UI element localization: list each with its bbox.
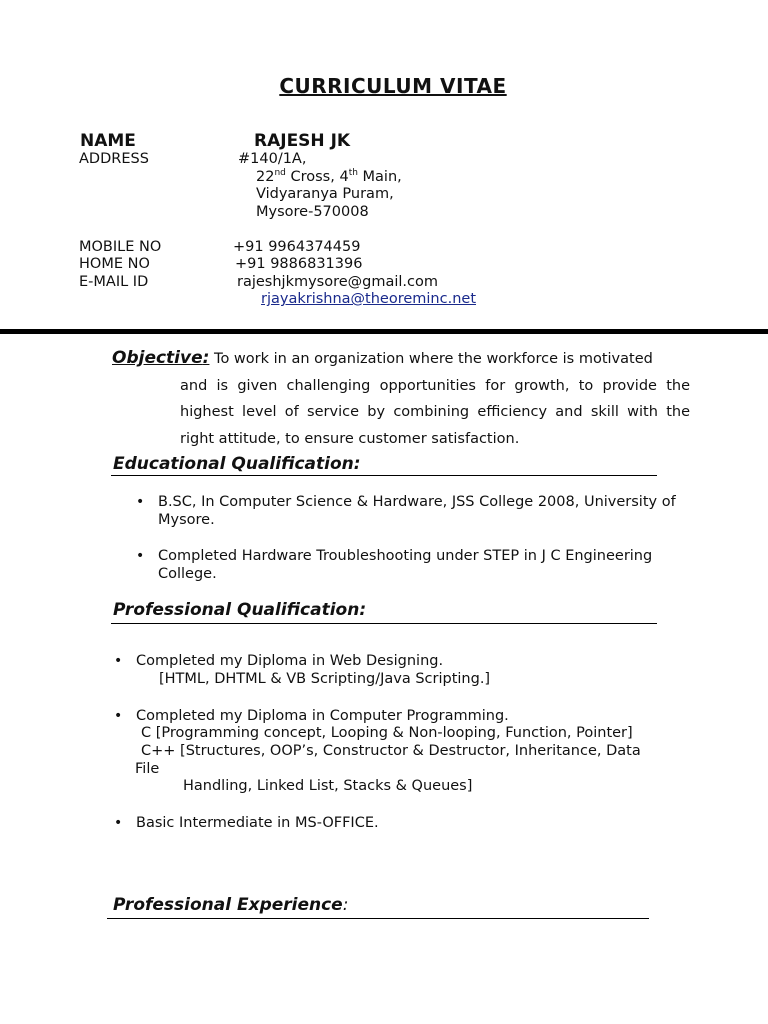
- address-line-2: 22nd Cross, 4th Main,: [256, 168, 402, 185]
- education-item-1: B.SC, In Computer Science & Hardware, JSS College 2008, University of Mysore.: [158, 494, 676, 528]
- professional-rule: [111, 623, 657, 624]
- experience-rule: [107, 918, 649, 919]
- email-label: E-MAIL ID: [79, 274, 149, 290]
- bullet-icon: •: [136, 494, 145, 510]
- bullet-icon: •: [114, 708, 123, 724]
- professional-item-2: Completed my Diploma in Computer Programming.: [136, 708, 509, 724]
- education-rule: [111, 475, 657, 476]
- mobile-value: +91 9964374459: [233, 239, 361, 255]
- professional-item-2-sub-1: C [Programming concept, Looping & Non-looping, Function, Pointer]: [141, 725, 633, 741]
- objective-paragraph: Objective: To work in an organization where the workforce is motivated and is given challenging opportunities for growth, to provide the highest level of service by combining efficiency and skill with the right attitude, to ensure customer satisfaction.: [112, 348, 690, 447]
- header-divider: [0, 329, 768, 334]
- home-value: +91 9886831396: [235, 256, 363, 272]
- professional-item-1: Completed my Diploma in Web Designing.: [136, 653, 444, 669]
- email-value-1: rajeshjkmysore@gmail.com: [237, 274, 439, 290]
- address-line-4: Mysore-570008: [256, 204, 369, 220]
- name-label: NAME: [80, 131, 136, 151]
- professional-item-3: Basic Intermediate in MS-OFFICE.: [136, 815, 379, 831]
- address-line-1: #140/1A,: [238, 151, 307, 167]
- name-value: RAJESH JK: [254, 131, 351, 151]
- education-heading: Educational Qualification:: [113, 454, 361, 474]
- professional-item-2-sub-4: Handling, Linked List, Stacks & Queues]: [183, 778, 473, 794]
- page-title: CURRICULUM VITAE: [279, 74, 507, 98]
- bullet-icon: •: [114, 815, 123, 831]
- mobile-label: MOBILE NO: [79, 239, 162, 255]
- address-label: ADDRESS: [79, 151, 149, 167]
- professional-item-2-sub-3: File: [135, 761, 160, 777]
- home-label: HOME NO: [79, 256, 150, 272]
- professional-item-1-sub: [HTML, DHTML & VB Scripting/Java Scripting.]: [159, 671, 491, 687]
- education-item-2: Completed Hardware Troubleshooting under STEP in J C Engineering College.: [158, 548, 653, 582]
- bullet-icon: •: [114, 653, 123, 669]
- objective-label: Objective:: [112, 348, 210, 368]
- bullet-icon: •: [136, 548, 145, 564]
- email-link[interactable]: rjayakrishna@theoreminc.net: [261, 291, 477, 307]
- experience-heading: Professional Experience:: [113, 895, 349, 915]
- address-line-3: Vidyaranya Puram,: [256, 186, 394, 202]
- professional-item-2-sub-2: C++ [Structures, OOP’s, Constructor & Destructor, Inheritance, Data: [141, 743, 641, 759]
- professional-heading: Professional Qualification:: [113, 600, 367, 620]
